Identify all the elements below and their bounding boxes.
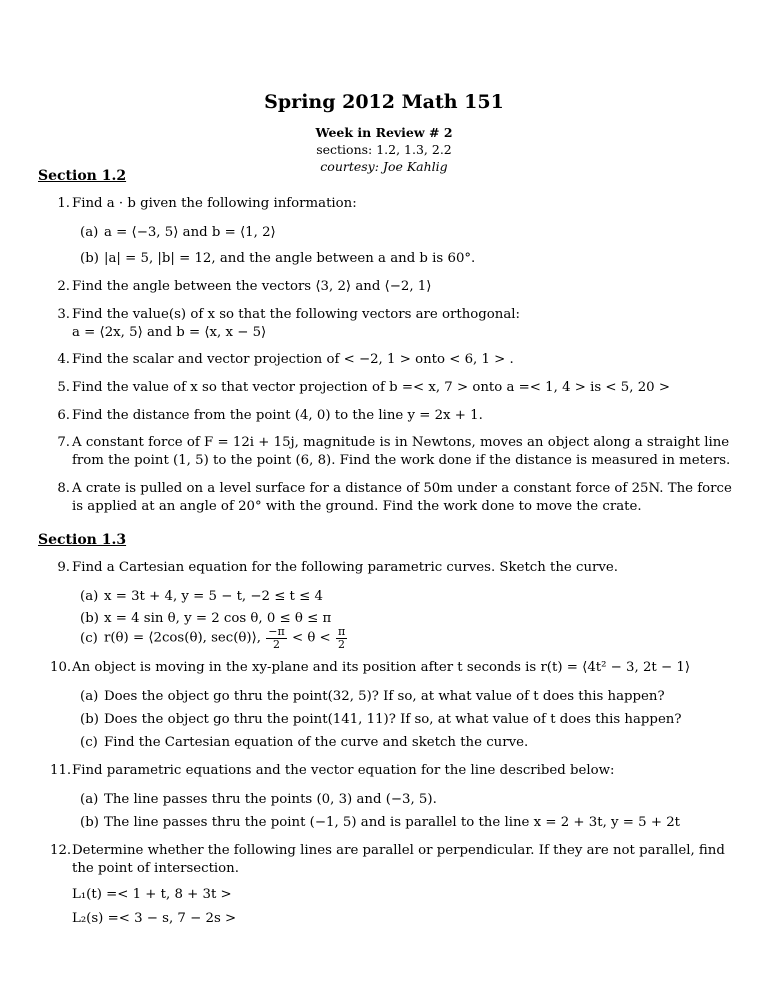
document-title: Spring 2012 Math 151 (264, 91, 504, 113)
part-label: (a) (80, 225, 99, 240)
problem-number: 2. (57, 279, 70, 294)
part-text: a = ⟨−3, 5⟩ and b = ⟨1, 2⟩ (104, 225, 276, 240)
problem-10 (50, 659, 740, 677)
problem-number: 12. (50, 843, 72, 858)
problem-9c (80, 626, 740, 650)
problem-text: Find the scalar and vector projection of < −2, 1 > onto < 6, 1 > . (72, 352, 514, 367)
line-l2: L₂(s) =< 3 − s, 7 − 2s > (72, 911, 237, 926)
part-label: (c) (80, 735, 98, 750)
problem-4 (50, 351, 740, 369)
problem-text: Find the distance from the point (4, 0) to the line y = 2x + 1. (72, 408, 483, 423)
part-text: r(θ) = ⟨2cos(θ), sec(θ)⟩, (104, 630, 262, 646)
problem-10b (80, 711, 740, 729)
problem-number: 11. (50, 763, 72, 778)
problem-text: A crate is pulled on a level surface for a distance of 50m under a constant force of 25N. The force is applied at an angle of 20° with the ground. Find the work done to move the crate. (72, 481, 732, 514)
problem-number: 8. (57, 481, 70, 496)
fraction-denominator: 2 (272, 637, 280, 651)
section-heading-1-3: Section 1.3 (38, 532, 127, 548)
part-label: (b) (80, 815, 99, 830)
part-text: Does the object go thru the point(32, 5)? If so, at what value of t does this happen? (104, 689, 665, 704)
part-label: (b) (80, 251, 99, 266)
problem-9 (50, 559, 740, 577)
part-label: (b) (80, 712, 99, 727)
part-text: x = 4 sin θ, y = 2 cos θ, 0 ≤ θ ≤ π (104, 611, 332, 626)
part-label: (a) (80, 589, 99, 604)
week-label: Week in Review # 2 (315, 125, 453, 140)
fraction-pi-over-2 (336, 626, 347, 650)
problem-6 (50, 407, 740, 425)
problem-2 (50, 278, 740, 296)
inequality: < θ < (291, 630, 331, 646)
fraction-neg-pi-over-2 (266, 626, 286, 650)
problem-text: Find the angle between the vectors ⟨3, 2⟩ and ⟨−2, 1⟩ (72, 279, 432, 294)
problem-10c (80, 734, 740, 752)
part-label: (c) (80, 630, 98, 646)
problem-number: 9. (57, 560, 70, 575)
problem-11a (80, 791, 740, 809)
problem-10a (80, 688, 740, 706)
problem-3-vectors: a = ⟨2x, 5⟩ and b = ⟨x, x − 5⟩ (72, 325, 267, 340)
problem-11b (80, 814, 740, 832)
part-label: (a) (80, 689, 99, 704)
fraction-denominator: 2 (338, 637, 346, 651)
part-text: x = 3t + 4, y = 5 − t, −2 ≤ t ≤ 4 (104, 589, 323, 604)
problem-text: Find the value of x so that vector projection of b =< x, 7 > onto a =< 1, 4 > is < 5, 20 > (72, 380, 670, 395)
courtesy-label: courtesy: Joe Kahlig (320, 158, 448, 174)
problem-number: 5. (57, 380, 70, 395)
part-text: The line passes thru the point (−1, 5) and is parallel to the line x = 2 + 3t, y = 5 + 2t (104, 815, 680, 830)
line-l1: L₁(t) =< 1 + t, 8 + 3t > (72, 887, 232, 902)
part-label: (b) (80, 611, 99, 626)
part-text: Does the object go thru the point(141, 11)? If so, at what value of t does this happen? (104, 712, 682, 727)
problem-8 (50, 480, 740, 515)
problem-1a (80, 224, 740, 242)
problem-text: An object is moving in the xy-plane and its position after t seconds is r(t) = ⟨4t² − 3, 2t − 1⟩ (72, 660, 691, 675)
problem-text: Find parametric equations and the vector equation for the line described below: (72, 763, 615, 778)
section-heading-1-2: Section 1.2 (38, 168, 127, 184)
sections-label: sections: 1.2, 1.3, 2.2 (316, 141, 452, 157)
problem-number: 7. (57, 435, 70, 450)
problem-number: 4. (57, 352, 70, 367)
problem-number: 10. (50, 660, 72, 675)
problem-1b (80, 250, 740, 268)
fraction-numerator: π (337, 625, 346, 638)
problem-text: Determine whether the following lines are parallel or perpendicular. If they are not parallel, find the point of intersection. (72, 843, 725, 876)
problem-5 (50, 379, 740, 397)
problem-7 (50, 434, 740, 469)
problem-number: 1. (57, 196, 70, 211)
part-label: (a) (80, 792, 99, 807)
fraction-numerator: −π (268, 625, 285, 638)
problem-9b (80, 610, 740, 628)
problem-9a (80, 588, 740, 606)
problem-number: 3. (57, 307, 70, 322)
problem-12 (50, 842, 740, 877)
part-text: |a| = 5, |b| = 12, and the angle between a and b is 60°. (104, 251, 476, 266)
part-text: Find the Cartesian equation of the curve and sketch the curve. (104, 735, 529, 750)
problem-text: Find a Cartesian equation for the following parametric curves. Sketch the curve. (72, 560, 618, 575)
problem-text: Find a · b given the following information: (72, 196, 357, 211)
problem-number: 6. (57, 408, 70, 423)
problem-1 (50, 195, 740, 213)
problem-text: Find the value(s) of x so that the following vectors are orthogonal: (72, 307, 521, 322)
problem-3 (50, 306, 740, 324)
problem-11 (50, 762, 740, 780)
problem-text: A constant force of F = 12i + 15j, magnitude is in Newtons, moves an object along a straight line from the point (1, 5) to the point (6, 8). Find the work done if the distance is measured in meters. (72, 435, 731, 468)
part-text: The line passes thru the points (0, 3) and (−3, 5). (104, 792, 437, 807)
